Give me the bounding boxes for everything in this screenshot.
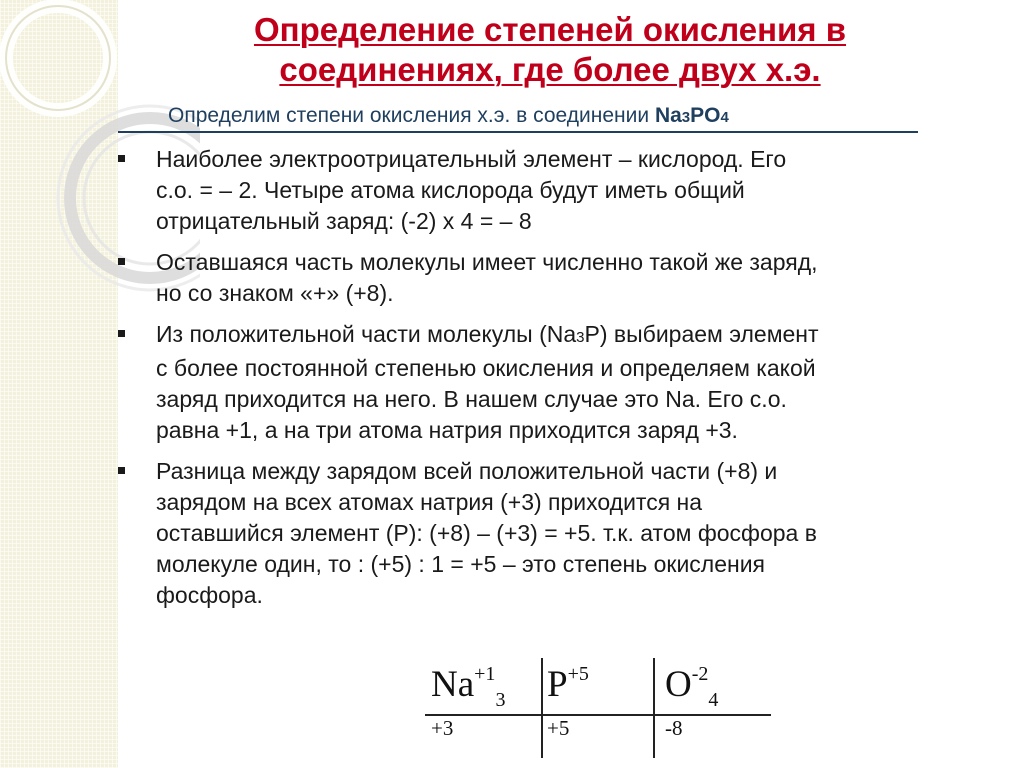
- bullet-text: Наиболее электроотрицательный элемент – кислород. Его с.о. = – 2. Четыре атома кислорода будут иметь общий отрицательный заряд: (-2) х 4 = – 8: [156, 146, 787, 234]
- element-symbol: Na: [431, 664, 475, 705]
- atom-count-subscript: 3: [495, 689, 506, 711]
- slide-title: [130, 10, 970, 90]
- oxidation-state-table: [425, 658, 771, 762]
- bullet-text-part: P) выбираем элемент с более постоянной степенью окисления и определяем какой заряд приходится на него. В нашем случае это Na. Его с.о. равна +1, а на три атома натрия приходится заряд +3.: [156, 321, 819, 443]
- slide-title-line-2: соединениях, где более двух х.э.: [279, 51, 821, 88]
- element-cell-na: [431, 664, 505, 711]
- slide-subtitle: [118, 103, 918, 133]
- subtitle-text: Определим степени окисления х.э. в соединении: [168, 104, 655, 127]
- slide-title-line-1: Определение степеней окисления в: [253, 11, 847, 48]
- square-bullet-icon: [118, 155, 125, 162]
- formula-sub-4: 4: [720, 109, 729, 126]
- bullet-text: Оставшаяся часть молекулы имеет численно такой же заряд, но со знаком «+» (+8).: [156, 249, 818, 306]
- table-divider-vertical: [653, 658, 655, 758]
- charge-cell-na: +3: [431, 716, 454, 740]
- subtitle-formula: [655, 104, 729, 127]
- element-symbol: P: [547, 664, 568, 705]
- table-divider-vertical: [541, 658, 543, 758]
- atom-count-subscript: 4: [708, 689, 719, 711]
- formula-po: PO: [690, 104, 721, 127]
- element-symbol: O: [665, 664, 692, 705]
- bullet-text: Разница между зарядом всей положительной части (+8) и зарядом на всех атомах натрия (+3) приходится на оставшийся элемент (Р): (+8) – (+3) = +5. т.к. атом фосфора в молекуле один, то : (+5) : 1 = +5 – это степень окисления фосфора.: [156, 458, 817, 608]
- oxidation-superscript: -2: [691, 663, 709, 685]
- bullet-item: [112, 456, 992, 611]
- bullet-text-part: Из положительной части молекулы (Na: [156, 321, 577, 347]
- oxidation-superscript: +1: [474, 663, 496, 685]
- element-cell-o: [665, 664, 718, 711]
- bullet-item: [112, 247, 992, 309]
- table-divider-horizontal: [425, 714, 771, 716]
- charge-cell-o: -8: [665, 716, 683, 740]
- formula-na: Na: [654, 104, 682, 127]
- formula-sub-3: 3: [681, 109, 691, 126]
- square-bullet-icon: [118, 330, 125, 337]
- bullet-item: [112, 319, 992, 446]
- bullet-item: [112, 144, 992, 237]
- charge-cell-p: +5: [547, 716, 570, 740]
- square-bullet-icon: [118, 467, 125, 474]
- element-cell-p: [547, 664, 589, 711]
- bullet-text: [156, 321, 819, 443]
- oxidation-superscript: +5: [567, 663, 589, 685]
- square-bullet-icon: [118, 258, 125, 265]
- bullet-list: [112, 144, 992, 621]
- bullet-text-subscript: 3: [576, 329, 585, 346]
